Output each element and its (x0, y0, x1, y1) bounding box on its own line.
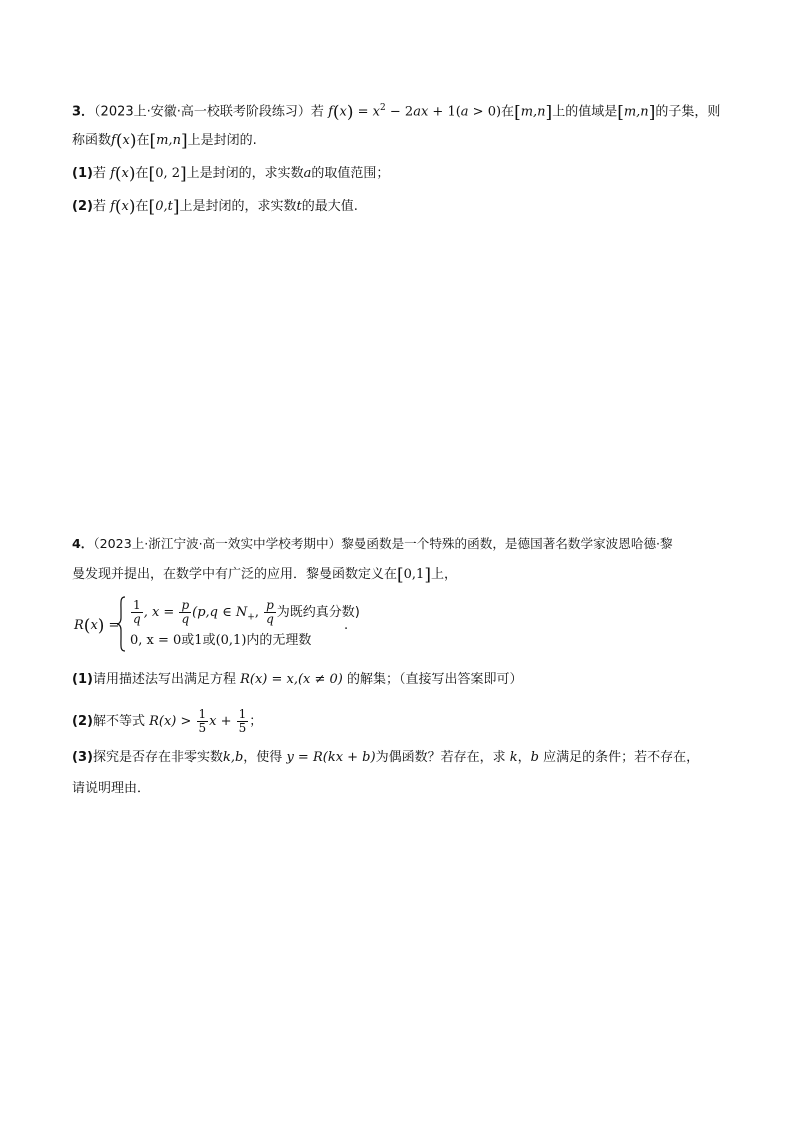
fraction (179, 599, 191, 626)
q3-part2-label: (2) (72, 199, 93, 214)
frac-den: q (133, 612, 141, 626)
fraction (131, 599, 143, 626)
q4-text: ； (249, 714, 263, 729)
q4-part2 (72, 706, 262, 738)
case2-text: 0, x = 0或1或(0,1)内的无理数 (130, 633, 312, 648)
q3-math-t: t (296, 199, 302, 214)
q4-text: 为偶函数？若存在，求 (375, 750, 506, 765)
q4-stem-text: 上， (430, 567, 457, 582)
riemann-lhs: R(x) = (74, 616, 120, 636)
q4-text: 探究是否存在非零实数 (92, 750, 223, 765)
fraction (237, 708, 249, 735)
q3-text: 若 (310, 104, 324, 120)
q4-part1-label: (1) (72, 672, 93, 687)
q4-stem-text: 曼发现并提出，在数学中有广泛的应用．黎曼函数定义在 (72, 567, 398, 582)
q4-part2-label: (2) (72, 714, 93, 729)
q3-math-exp: 2 (380, 103, 386, 113)
q4-text: 应满足的条件；若不存在， (543, 750, 700, 765)
q3-text: 若 (92, 166, 106, 181)
frac-den: q (266, 612, 274, 626)
q3-math-plus1: + 1( (428, 104, 461, 120)
q3-part2: (2)若 f(x)在[0,t]上是封闭的，求实数t的最大值. (72, 197, 358, 217)
frac-den: 5 (238, 721, 247, 735)
q4-text: 请说明理由． (72, 781, 151, 796)
frac-num: p (266, 598, 274, 612)
q3-text: 的取值范围； (311, 166, 390, 181)
math-comma: , (254, 605, 264, 620)
q4-text: 解不等式 (92, 714, 145, 729)
q3-math-interval: 0, 2 (155, 166, 180, 181)
q3-text: 若 (92, 199, 106, 214)
frac-den: q (181, 612, 190, 626)
q3-text: 上的值域是 (552, 104, 618, 120)
q4-text: 的解集；（直接写出答案即可） (347, 672, 523, 687)
q3-stem-line2: 称函数f(x)在[m,n]上是封闭的. (72, 131, 257, 151)
q3-math-interval: 0,t (155, 199, 173, 214)
q4-math-R: R(x) > (149, 714, 196, 729)
q3-math-a: a (460, 104, 469, 120)
q3-text: 在 (135, 199, 149, 214)
q3-stem-line1: 3．（2023上·安徽·高一校联考阶段练习）若 $f(x) = x^2 - 2ax + 1(a > 0)$在[m,n]上的值域是[m,n]的子集，则 (72, 102, 721, 123)
q4-math-kb: k,b (222, 750, 244, 765)
q3-math-minus: − 2 (385, 104, 414, 120)
q4-part3 (72, 748, 699, 768)
q4-math-b: b (530, 750, 539, 765)
q3-part1-label: (1) (72, 166, 93, 181)
q4-stem-line1 (72, 534, 673, 554)
q4-math-x: x + (209, 714, 236, 729)
q4-part3-line2 (72, 779, 150, 799)
q4-math-eq: R(x) = x,(x ≠ 0) (240, 672, 343, 687)
q4-text: ， (517, 750, 531, 765)
math-plus-sub: + (247, 612, 255, 623)
q3-math-var: x (339, 104, 347, 120)
frac-num: 1 (238, 707, 247, 721)
q3-math-x: x (372, 104, 381, 120)
math-x: x (90, 618, 98, 633)
math-eq: = (104, 618, 120, 633)
frac-den: 5 (198, 721, 207, 735)
math-R: R (74, 618, 84, 633)
q3-math-f: f (111, 133, 116, 148)
q3-math-f: f (110, 166, 115, 181)
q3-text: 的子集，则 (655, 104, 721, 120)
left-brace-icon (116, 596, 126, 652)
period: . (344, 618, 349, 633)
riemann-case1 (130, 596, 360, 630)
q3-text: 的最大值. (301, 199, 358, 214)
q4-math-interval: 0,1 (403, 567, 425, 582)
q4-stem-line2: 曼发现并提出，在数学中有广泛的应用．黎曼函数定义在[0,1]上， (72, 565, 457, 585)
q4-part1 (72, 670, 523, 690)
q3-math-mn: m,n (623, 104, 649, 120)
frac-num: 1 (198, 707, 207, 721)
q3-text: 在 (135, 166, 149, 181)
frac-num: p (181, 598, 190, 612)
q3-text: 上是封闭的，求实数 (186, 166, 304, 181)
q3-math-var: x (121, 199, 129, 214)
q4-math-eq: y = R(kx + b) (286, 750, 376, 765)
q4-stem-text: （2023上·浙江宁波·高一效实中学校考期中）黎曼函数是一个特殊的函数，是德国著名数学家波恩哈德·黎 (93, 536, 673, 551)
q3-math-a: a (303, 166, 312, 181)
q3-text: 上是封闭的. (187, 133, 257, 148)
q3-math-mn: m,n (520, 104, 546, 120)
q3-text: 称函数 (72, 133, 112, 148)
q4-part3-label: (3) (72, 750, 93, 765)
math-cond: (p,q ∈ N (192, 605, 248, 620)
q4-math-k: k (509, 750, 518, 765)
q3-source: （2023上·安徽·高一校联考阶段练习） (94, 104, 311, 120)
fraction (197, 708, 209, 735)
q4-text: 请用描述法写出满足方程 (92, 672, 236, 687)
q3-math-mn: m,n (156, 133, 181, 148)
q3-text: 上是封闭的，求实数 (179, 199, 297, 214)
q3-math-var: x (121, 166, 129, 181)
q3-math-f: f (328, 104, 333, 120)
q3-text: 在 (501, 104, 515, 120)
riemann-case2 (130, 632, 311, 650)
q3-text: 在 (136, 133, 150, 148)
q3-part1: (1)若 f(x)在[0, 2]上是封闭的，求实数a的取值范围； (72, 164, 390, 184)
q3-math-eq: = (353, 104, 373, 120)
q4-number: 4． (72, 536, 94, 551)
frac-num: 1 (131, 599, 143, 613)
q4-text: ，使得 (243, 750, 283, 765)
case1-tail: 为既约真分数) (276, 605, 360, 620)
q3-math-var: x (122, 133, 130, 148)
q3-math-ax: ax (413, 104, 429, 120)
q3-math-gt0: > 0) (468, 104, 502, 120)
math-x-eq: , x = (143, 605, 179, 620)
q3-number: 3． (72, 104, 95, 120)
fraction (264, 599, 276, 626)
q3-math-f: f (110, 199, 115, 214)
